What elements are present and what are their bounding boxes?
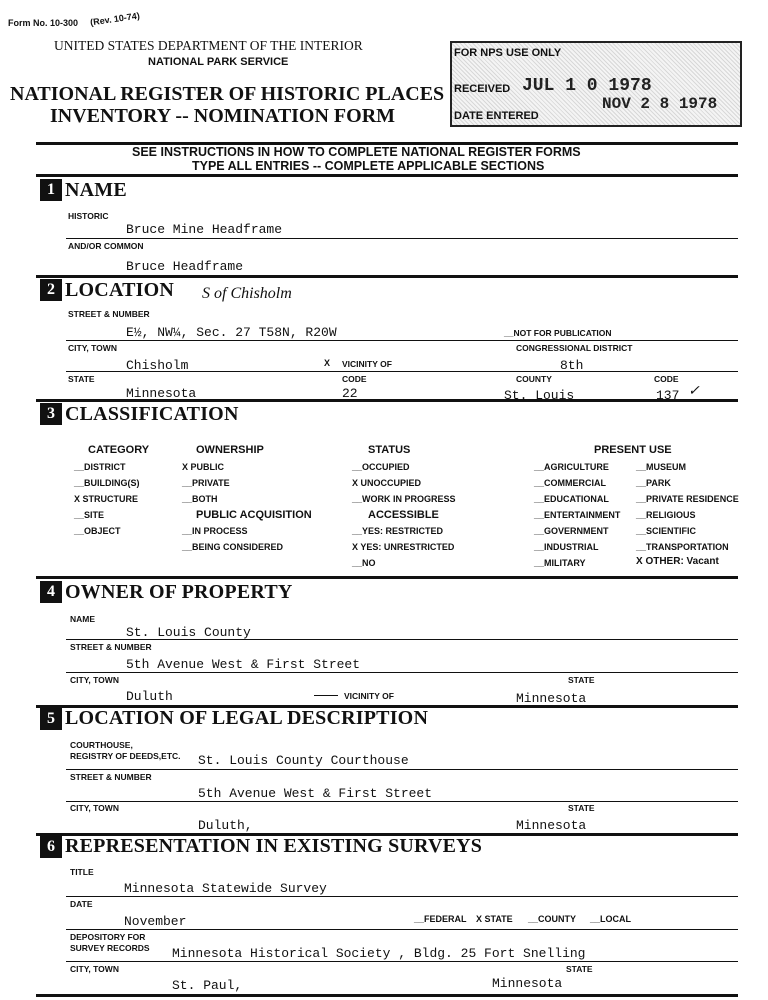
field-rule <box>66 896 738 897</box>
vicinity-label: VICINITY OF <box>342 359 392 369</box>
form-title-line1: NATIONAL REGISTER OF HISTORIC PLACES <box>10 83 445 105</box>
historic-name-value: Bruce Mine Headframe <box>126 222 283 237</box>
category-heading: CATEGORY <box>88 444 150 456</box>
received-stamp: JUL 1 0 1978 <box>522 76 652 96</box>
vicinity-checkbox: X <box>324 358 331 368</box>
field-rule <box>66 961 738 962</box>
section-number-5: 5 <box>40 708 62 730</box>
form-title-line2: INVENTORY -- NOMINATION FORM <box>50 105 396 127</box>
ownership-both: __BOTH <box>182 494 218 504</box>
use-religious: __RELIGIOUS <box>636 510 696 520</box>
category-district: __DISTRICT <box>74 462 126 472</box>
survey-county: __COUNTY <box>528 914 577 924</box>
survey-federal: __FEDERAL <box>414 914 467 924</box>
depository-value: Minnesota Historical Society , Bldg. 25 Fort Snelling <box>172 946 586 961</box>
congressional-district-value: 8th <box>560 358 584 373</box>
county-code-label: CODE <box>654 374 679 384</box>
state-label: STATE <box>68 374 95 384</box>
use-park: __PARK <box>636 478 671 488</box>
courthouse-label-line1: COURTHOUSE, <box>70 740 133 750</box>
received-label: RECEIVED <box>454 83 511 95</box>
form-number: Form No. 10-300 <box>8 18 79 28</box>
depository-state-value: Minnesota <box>492 976 563 991</box>
public-acquisition-heading: PUBLIC ACQUISITION <box>196 509 312 521</box>
field-rule <box>66 639 738 640</box>
use-private-residence: __PRIVATE RESIDENCE <box>636 494 739 504</box>
check-mark-icon: ✓ <box>688 384 700 399</box>
nps-use-label: FOR NPS USE ONLY <box>454 47 562 59</box>
use-military: __MILITARY <box>534 558 586 568</box>
entered-stamp: NOV 2 8 1978 <box>602 95 718 113</box>
use-commercial: __COMMERCIAL <box>534 478 607 488</box>
use-educational: __EDUCATIONAL <box>534 494 609 504</box>
accessible-restricted: __YES: RESTRICTED <box>352 526 444 536</box>
vicinity-blank <box>314 695 338 696</box>
survey-title-value: Minnesota Statewide Survey <box>124 881 327 896</box>
common-name-value: Bruce Headframe <box>126 259 244 274</box>
field-rule <box>66 371 738 372</box>
owner-city-label: CITY, TOWN <box>70 675 119 685</box>
street-number-label: STREET & NUMBER <box>68 309 150 319</box>
depository-label-line1: DEPOSITORY FOR <box>70 932 146 942</box>
county-label: COUNTY <box>516 374 552 384</box>
survey-state: X STATE <box>476 914 513 924</box>
owner-street-value: 5th Avenue West & First Street <box>126 657 361 672</box>
service-name: NATIONAL PARK SERVICE <box>148 56 289 68</box>
owner-name-label: NAME <box>70 614 96 624</box>
state-code-label: CODE <box>342 374 367 384</box>
date-entered-label: DATE ENTERED <box>454 110 539 122</box>
section4-rule <box>36 576 738 579</box>
city-town-label: CITY, TOWN <box>68 343 117 353</box>
survey-title-label: TITLE <box>70 867 94 877</box>
legal-state-value: Minnesota <box>516 818 587 833</box>
use-scientific: __SCIENTIFIC <box>636 526 697 536</box>
section-title-legal-description: LOCATION OF LEGAL DESCRIPTION <box>65 707 429 729</box>
congressional-district-label: CONGRESSIONAL DISTRICT <box>516 343 633 353</box>
nps-use-box <box>450 41 742 127</box>
owner-vicinity-label: VICINITY OF <box>344 691 394 701</box>
section1-rule <box>36 174 738 177</box>
bottom-rule <box>36 994 738 997</box>
section-number-1: 1 <box>40 179 62 201</box>
legal-state-label: STATE <box>568 803 595 813</box>
owner-street-label: STREET & NUMBER <box>70 642 152 652</box>
status-heading: STATUS <box>368 444 411 456</box>
field-rule <box>66 340 738 341</box>
survey-date-label: DATE <box>70 899 93 909</box>
historic-label: HISTORIC <box>68 211 109 221</box>
category-structure: X STRUCTURE <box>74 494 139 504</box>
acquisition-in-process: __IN PROCESS <box>182 526 248 536</box>
department-name: UNITED STATES DEPARTMENT OF THE INTERIOR <box>54 38 363 53</box>
section-number-4: 4 <box>40 581 62 603</box>
common-name-label: AND/OR COMMON <box>68 241 144 251</box>
instructions-line2: TYPE ALL ENTRIES -- COMPLETE APPLICABLE SECTIONS <box>192 159 545 173</box>
use-museum: __MUSEUM <box>636 462 687 472</box>
section-number-2: 2 <box>40 279 62 301</box>
instructions-line1: SEE INSTRUCTIONS IN HOW TO COMPLETE NATIONAL REGISTER FORMS <box>132 145 581 159</box>
present-use-heading: PRESENT USE <box>594 444 672 456</box>
ownership-private: __PRIVATE <box>182 478 230 488</box>
survey-date-value: November <box>124 914 187 929</box>
courthouse-value: St. Louis County Courthouse <box>198 753 409 768</box>
field-rule <box>66 801 738 802</box>
county-value: St. Louis <box>504 388 575 403</box>
location-street-value: E½, NW¼, Sec. 27 T58N, R20W <box>126 325 337 340</box>
survey-local: __LOCAL <box>590 914 632 924</box>
status-unoccupied: X UNOCCUPIED <box>352 478 422 488</box>
accessible-no: __NO <box>352 558 376 568</box>
accessible-unrestricted: X YES: UNRESTRICTED <box>352 542 455 552</box>
section-number-6: 6 <box>40 836 62 858</box>
section-title-classification: CLASSIFICATION <box>65 403 239 425</box>
legal-street-label: STREET & NUMBER <box>70 772 152 782</box>
owner-state-label: STATE <box>568 675 595 685</box>
use-industrial: __INDUSTRIAL <box>534 542 599 552</box>
courthouse-label-line2: REGISTRY OF DEEDS,ETC. <box>70 751 181 761</box>
use-agriculture: __AGRICULTURE <box>534 462 609 472</box>
section-title-name: NAME <box>65 179 127 201</box>
owner-city-value: Duluth <box>126 689 173 704</box>
field-rule <box>66 929 738 930</box>
form-revision: (Rev. 10-74) <box>89 10 141 28</box>
use-other: X OTHER: Vacant <box>636 556 719 567</box>
legal-city-value: Duluth, <box>198 818 253 833</box>
section-number-3: 3 <box>40 403 62 425</box>
legal-city-label: CITY, TOWN <box>70 803 119 813</box>
depository-state-label: STATE <box>566 964 593 974</box>
section-title-owner: OWNER OF PROPERTY <box>65 581 293 603</box>
use-entertainment: __ENTERTAINMENT <box>534 510 621 520</box>
accessible-heading: ACCESSIBLE <box>368 509 439 521</box>
category-object: __OBJECT <box>74 526 121 536</box>
owner-name-value: St. Louis County <box>126 625 251 640</box>
category-site: __SITE <box>74 510 105 520</box>
location-state-value: Minnesota <box>126 386 197 401</box>
status-work-in-progress: __WORK IN PROGRESS <box>352 494 456 504</box>
section3-rule <box>36 399 738 402</box>
use-government: __GOVERNMENT <box>534 526 609 536</box>
location-city-value: Chisholm <box>126 358 189 373</box>
ownership-public: X PUBLIC <box>182 462 225 472</box>
county-code-value: 137 <box>656 388 680 403</box>
depository-label-line2: SURVEY RECORDS <box>70 943 150 953</box>
status-occupied: __OCCUPIED <box>352 462 410 472</box>
ownership-heading: OWNERSHIP <box>196 444 264 456</box>
state-code-value: 22 <box>342 386 358 401</box>
depository-city-value: St. Paul, <box>172 978 243 993</box>
field-rule <box>66 238 738 239</box>
category-buildings: __BUILDING(S) <box>74 478 140 488</box>
section-title-location: LOCATION <box>65 279 175 301</box>
use-transportation: __TRANSPORTATION <box>636 542 729 552</box>
legal-street-value: 5th Avenue West & First Street <box>198 786 433 801</box>
field-rule <box>66 672 738 673</box>
owner-state-value: Minnesota <box>516 691 587 706</box>
section2-rule <box>36 275 738 278</box>
handwritten-note: S of Chisholm <box>202 285 292 302</box>
depository-city-label: CITY, TOWN <box>70 964 119 974</box>
section-title-surveys: REPRESENTATION IN EXISTING SURVEYS <box>65 835 483 857</box>
not-for-publication-label: __NOT FOR PUBLICATION <box>504 328 612 338</box>
field-rule <box>66 769 738 770</box>
acquisition-being-considered: __BEING CONSIDERED <box>182 542 284 552</box>
